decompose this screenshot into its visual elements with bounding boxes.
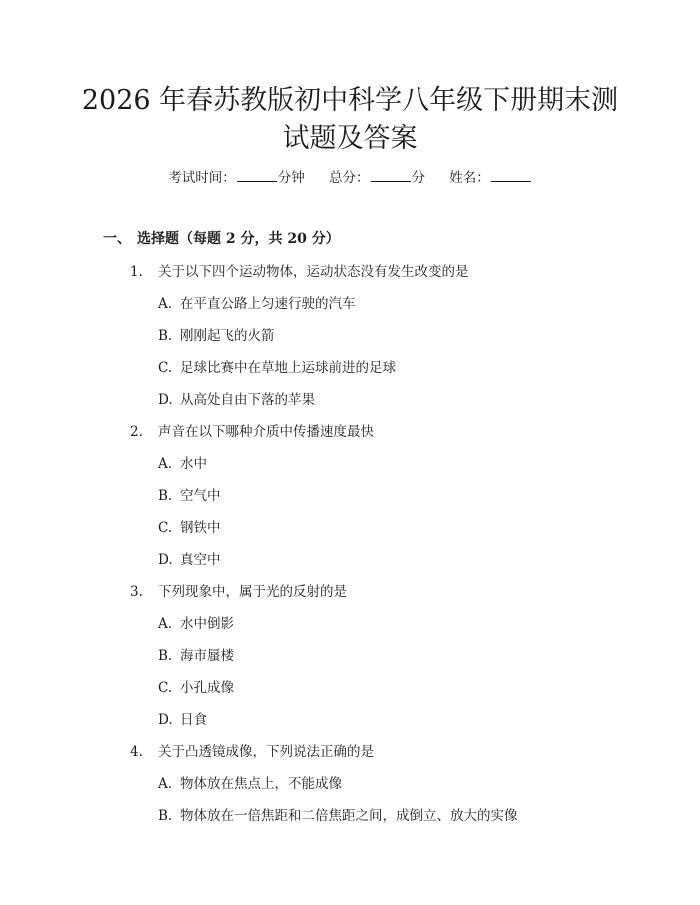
- question-2-option-d: [158, 550, 221, 570]
- question-1: [130, 262, 469, 282]
- question-number: 4.: [130, 744, 143, 760]
- question-number: 2.: [130, 424, 143, 440]
- option-letter: C.: [158, 520, 173, 536]
- question-text: 声音在以下哪种介质中传播速度最快: [158, 424, 374, 440]
- page-title-line1: 2026 年春苏教版初中科学八年级下册期末测: [81, 85, 619, 116]
- option-letter: D.: [158, 552, 173, 568]
- option-text: 足球比赛中在草地上运球前进的足球: [180, 360, 396, 376]
- question-2-option-c: [158, 518, 221, 538]
- student-name-field: [449, 168, 532, 188]
- question-text: 关于凸透镜成像，下列说法正确的是: [158, 744, 374, 760]
- option-text: 水中: [180, 456, 207, 472]
- question-2-option-a: [158, 454, 207, 474]
- option-text: 日食: [180, 712, 207, 728]
- section-number: 一、: [103, 231, 131, 247]
- question-1-option-d: [158, 390, 315, 410]
- question-4-option-b: [158, 806, 518, 826]
- exam-time-field: [168, 168, 305, 188]
- option-text: 钢铁中: [180, 520, 221, 536]
- question-1-option-b: [158, 326, 275, 346]
- option-letter: D.: [158, 712, 173, 728]
- exam-meta-row: [0, 168, 700, 188]
- question-3: [130, 582, 347, 602]
- option-letter: D.: [158, 392, 173, 408]
- option-text: 物体放在焦点上，不能成像: [180, 776, 342, 792]
- option-letter: A.: [158, 616, 173, 632]
- question-text: 下列现象中，属于光的反射的是: [158, 584, 347, 600]
- question-text: 关于以下四个运动物体，运动状态没有发生改变的是: [158, 264, 469, 280]
- option-text: 海市蜃楼: [180, 648, 234, 664]
- section-heading: [103, 229, 340, 249]
- option-text: 从高处自由下落的苹果: [180, 392, 315, 408]
- question-3-option-b: [158, 646, 234, 666]
- option-letter: A.: [158, 776, 173, 792]
- question-4: [130, 742, 374, 762]
- question-1-option-c: [158, 358, 396, 378]
- option-text: 水中倒影: [180, 616, 234, 632]
- exam-time-label: 考试时间：: [168, 170, 236, 186]
- exam-time-blank: [237, 169, 277, 182]
- option-letter: B.: [158, 648, 173, 664]
- option-letter: C.: [158, 680, 173, 696]
- student-name-blank: [491, 169, 531, 182]
- total-score-unit: 分: [411, 170, 425, 186]
- option-letter: A.: [158, 296, 173, 312]
- question-2: [130, 422, 374, 442]
- total-score-blank: [371, 169, 411, 182]
- option-letter: C.: [158, 360, 173, 376]
- question-1-option-a: [158, 294, 356, 314]
- question-number: 1.: [130, 264, 143, 280]
- option-letter: B.: [158, 328, 173, 344]
- question-3-option-c: [158, 678, 234, 698]
- question-2-option-b: [158, 486, 221, 506]
- option-letter: B.: [158, 488, 173, 504]
- option-letter: A.: [158, 456, 173, 472]
- question-number: 3.: [130, 584, 143, 600]
- option-text: 刚刚起飞的火箭: [180, 328, 275, 344]
- option-text: 物体放在一倍焦距和二倍焦距之间，成倒立、放大的实像: [180, 808, 518, 824]
- question-3-option-d: [158, 710, 207, 730]
- section-title: 选择题（每题 2 分，共 20 分）: [137, 231, 340, 247]
- page-title-line2: 试题及答案: [282, 123, 418, 154]
- option-text: 在平直公路上匀速行驶的汽车: [180, 296, 356, 312]
- option-text: 空气中: [180, 488, 221, 504]
- question-4-option-a: [158, 774, 342, 794]
- exam-time-unit: 分钟: [277, 170, 305, 186]
- total-score-label: 总分：: [329, 170, 370, 186]
- option-text: 真空中: [180, 552, 221, 568]
- option-text: 小孔成像: [180, 680, 234, 696]
- total-score-field: [329, 168, 425, 188]
- option-letter: B.: [158, 808, 173, 824]
- student-name-label: 姓名：: [449, 170, 490, 186]
- question-3-option-a: [158, 614, 234, 634]
